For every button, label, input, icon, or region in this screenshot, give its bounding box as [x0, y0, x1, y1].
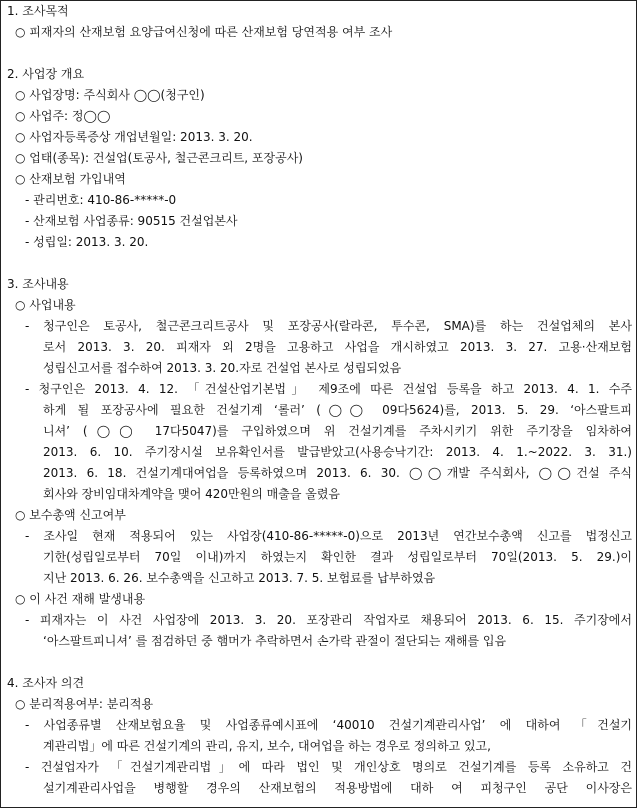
section-3-para-2-line-5: 2013. 6. 18. 건설기계대여업을 등록하였으며 2013. 6. 30. ◯◯개발 주식회사, ◯◯건설 주식 — [43, 466, 632, 480]
section-4-para-1-line-1: - 사업종류별 산재보험요율 및 사업종류예시표에 ‘40010 건설기계관리사업’ 에 대하여 「건설기 — [25, 718, 632, 732]
section-3-bullet-business: ○ 사업내용 — [15, 298, 76, 312]
section-3-para-3-line-2: 기한(성립일로부터 70일 이내)까지 하였는지 확인한 결과 성립일로부터 70일(2013. 5. 29.)이 — [43, 550, 632, 564]
section-1-title: 1. 조사목적 — [7, 4, 69, 18]
section-3-para-2-line-2: 하게 될 포장공사에 필요한 건설기계 ‘롤러’ (◯◯ 09다5624)를, 2013. 5. 29. ‘아스팔트피 — [43, 403, 632, 417]
section-3-bullet-payroll: ○ 보수총액 신고여부 — [15, 508, 126, 522]
section-2-bullet-business-type: ○ 업태(종목): 건설업(토공사, 철근콘크리트, 포장공사) — [15, 151, 303, 165]
section-1-bullet-purpose: ○ 피재자의 산재보험 요양급여신청에 따른 산재보험 당연적용 여부 조사 — [15, 25, 393, 39]
section-4-bullet-separation: ○ 분리적용여부: 분리적용 — [15, 697, 154, 711]
section-2-detail-business-kind: - 산재보험 사업종류: 90515 건설업본사 — [25, 214, 238, 228]
section-3-para-2-line-1: - 청구인은 2013. 4. 12. 「건설산업기본법」 제9조에 따른 건설업 등록을 하고 2013. 4. 1. 수주 — [25, 382, 632, 396]
section-3-para-4-line-1: - 피재자는 이 사건 사업장에 2013. 3. 20. 포장관리 작업자로 채용되어 2013. 6. 15. 주기장에서 — [25, 613, 632, 627]
section-2-bullet-open-date: ○ 사업자등록증상 개업년월일: 2013. 3. 20. — [15, 130, 253, 144]
section-3-para-2-line-6: 회사와 장비임대차계약을 맺어 420만원의 매출을 올렸음 — [43, 487, 341, 501]
section-2-title: 2. 사업장 개요 — [7, 67, 85, 81]
section-3-para-1-line-2: 로서 2013. 3. 20. 피재자 외 2명을 고용하고 사업을 개시하였고 2013. 3. 27. 고용·산재보험 — [43, 340, 632, 354]
section-2-bullet-insurance: ○ 산재보험 가입내역 — [15, 172, 126, 186]
section-2-bullet-name: ○ 사업장명: 주식회사 ◯◯(청구인) — [15, 88, 205, 102]
section-4-para-1-line-2: 계관리법」에 따른 건설기계의 관리, 유지, 보수, 대여업을 하는 경우로 정의하고 있고, — [43, 739, 491, 753]
section-2-bullet-owner: ○ 사업주: 정◯◯ — [15, 109, 111, 123]
section-3-para-3-line-3: 지난 2013. 6. 26. 보수총액을 신고하고 2013. 7. 5. 보험료를 납부하였음 — [43, 571, 436, 585]
section-3-para-4-line-2: ‘아스팔트피니셔’ 를 점검하던 중 햄머가 추락하면서 손가락 관절이 절단되는 재해를 입음 — [43, 634, 507, 648]
section-3-title: 3. 조사내용 — [7, 277, 69, 291]
section-2-detail-established: - 성립일: 2013. 3. 20. — [25, 235, 149, 249]
section-3-para-1-line-3: 성립신고서를 접수하여 2013. 3. 20.자로 건설업 본사로 성립되었음 — [43, 361, 402, 375]
section-4-para-2-line-2: 설기계관리사업을 병행할 경우의 산재보험의 적용방법에 대하 여 피청구인 공단 이사장은 — [43, 781, 632, 795]
section-2-detail-mgmt-no: - 관리번호: 410-86-*****-0 — [25, 193, 177, 207]
section-4-para-2-line-1: - 건설업자가 「건설기계관리법」에 따라 법인 및 개인상호 명의로 건설기계를 등록 소유하고 건 — [25, 760, 632, 774]
section-3-para-1-line-1: - 청구인은 토공사, 철근콘크리트공사 및 포장공사(랄라콘, 투수콘, SMA)를 하는 건설업체의 본사 — [25, 319, 632, 333]
section-3-para-2-line-4: 2013. 6. 10. 주기장시설 보유확인서를 발급받았고(사용승낙기간: 2013. 4. 1.~2022. 3. 31.) — [43, 445, 632, 459]
section-3-para-3-line-1: - 조사일 현재 적용되어 있는 사업장(410-86-*****-0)으로 2013년 연간보수총액 신고를 법정신고 — [25, 529, 632, 543]
section-3-para-2-line-3: 니셔’ (◯◯ 17다5047)를 구입하였으며 위 건설기계를 주차시키기 위한 주기장을 임차하여 — [43, 424, 632, 438]
section-4-title: 4. 조사자 의견 — [7, 676, 85, 690]
section-3-bullet-accident: ○ 이 사건 재해 발생내용 — [15, 592, 146, 606]
